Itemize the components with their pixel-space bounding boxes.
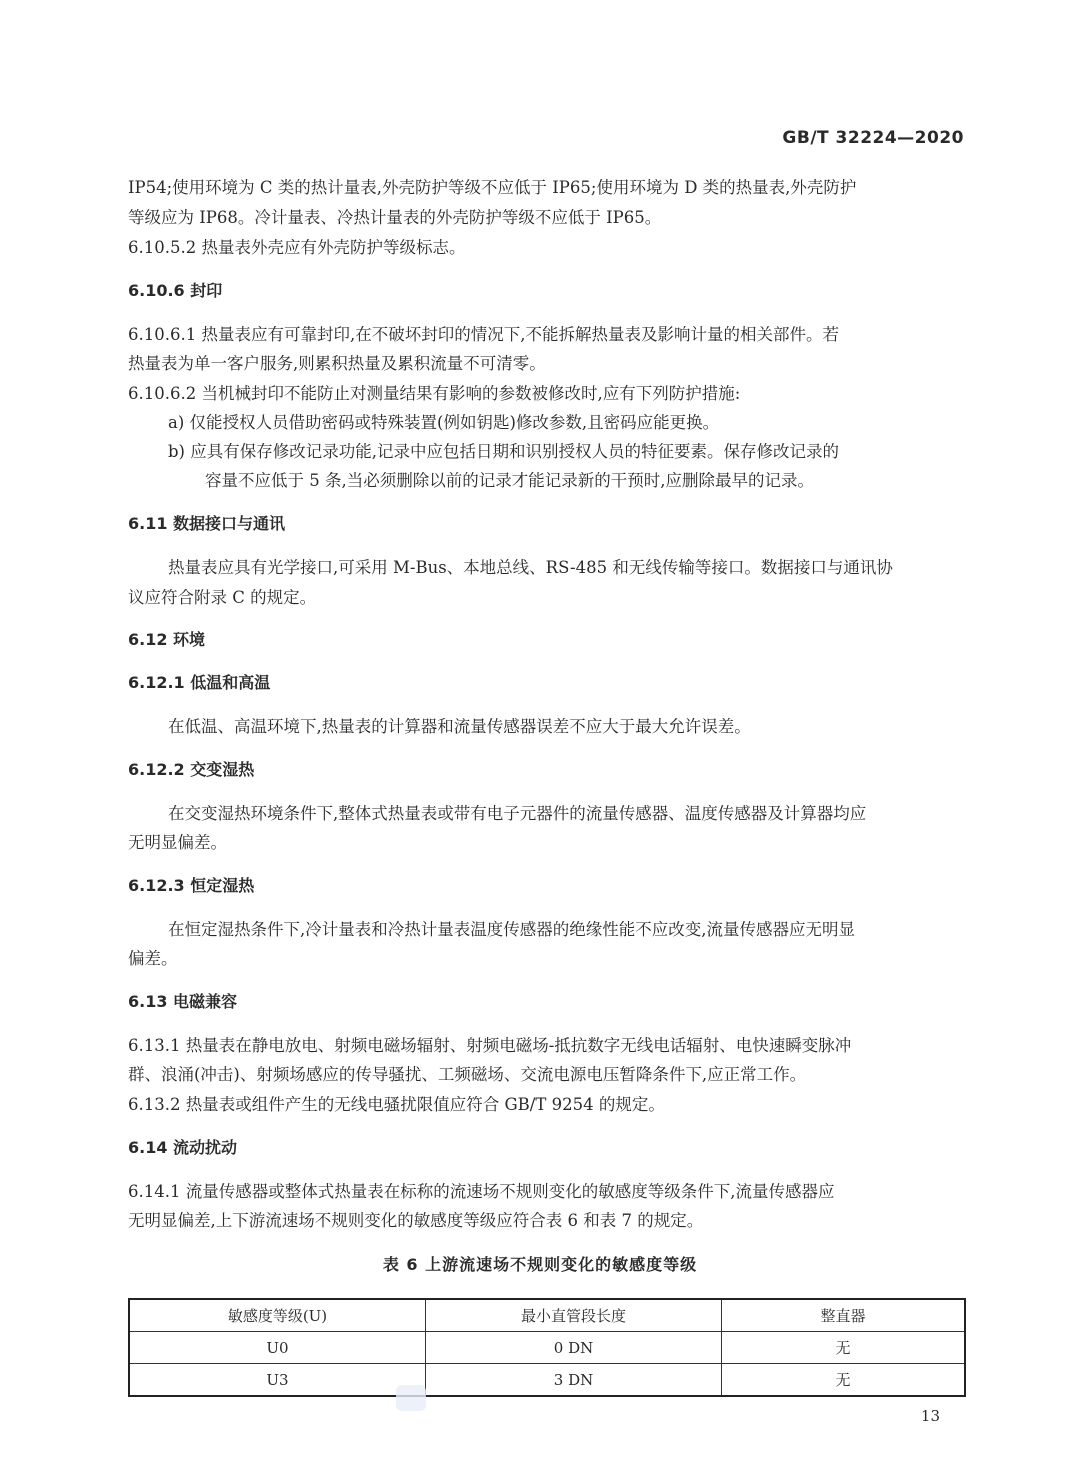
clause-6-10-5-2: 6.10.5.2 热量表外壳应有外壳防护等级标志。 [128, 238, 466, 257]
section-heading-6-14: 6.14 流动扰动 [128, 1138, 238, 1157]
paragraph-line: 在交变湿热环境条件下,整体式热量表或带有电子元器件的流量传感器、温度传感器及计算器均应 [168, 804, 867, 823]
list-item-b: b) 应具有保存修改记录功能,记录中应包括日期和识别授权人员的特征要素。保存修改记录的 [168, 442, 839, 461]
section-heading-6-12: 6.12 环境 [128, 630, 206, 649]
sensitivity-table [128, 1298, 966, 1397]
table-cell: 3 DN [426, 1364, 722, 1397]
table-cell: 0 DN [426, 1332, 722, 1364]
table-title: 表 6 上游流速场不规则变化的敏感度等级 [382, 1255, 698, 1274]
paragraph-line: 等级应为 IP68。冷计量表、冷热计量表的外壳防护等级不应低于 IP65。 [128, 208, 662, 227]
paragraph-line: 热量表应具有光学接口,可采用 M-Bus、本地总线、RS-485 和无线传输等接口。数据接口与通讯协 [168, 558, 893, 577]
list-item-a: a) 仅能授权人员借助密码或特殊装置(例如钥匙)修改参数,且密码应能更换。 [168, 413, 720, 432]
paragraph-line: 议应符合附录 C 的规定。 [128, 588, 317, 607]
clause-6-10-6-1: 6.10.6.1 热量表应有可靠封印,在不破坏封印的情况下,不能拆解热量表及影响计量的相关部件。若 [128, 325, 839, 344]
table-header-cell: 整直器 [722, 1299, 966, 1332]
table-row [129, 1332, 965, 1364]
clause-6-10-6-2: 6.10.6.2 当机械封印不能防止对测量结果有影响的参数被修改时,应有下列防护措施: [128, 384, 741, 403]
table-cell: U3 [129, 1364, 426, 1397]
table-cell: 无 [722, 1332, 966, 1364]
clause-6-14-1: 6.14.1 流量传感器或整体式热量表在标称的流速场不规则变化的敏感度等级条件下,流量传感器应 [128, 1182, 835, 1201]
watermark-icon [396, 1385, 426, 1411]
table-header-cell: 最小直管段长度 [426, 1299, 722, 1332]
table-header-cell: 敏感度等级(U) [129, 1299, 426, 1332]
section-heading-6-11: 6.11 数据接口与通讯 [128, 514, 286, 533]
page-number: 13 [920, 1407, 940, 1425]
paragraph-line: IP54;使用环境为 C 类的热计量表,外壳防护等级不应低于 IP65;使用环境为 D 类的热量表,外壳防护 [128, 178, 857, 197]
paragraph-line: 在恒定湿热条件下,冷计量表和冷热计量表温度传感器的绝缘性能不应改变,流量传感器应无明显 [168, 920, 855, 939]
standard-code: GB/T 32224—2020 [782, 128, 964, 148]
section-heading-6-12-1: 6.12.1 低温和高温 [128, 673, 271, 692]
table-header-row [129, 1299, 965, 1332]
section-heading-6-13: 6.13 电磁兼容 [128, 992, 238, 1011]
paragraph-line: 无明显偏差。 [128, 833, 227, 852]
paragraph-line: 容量不应低于 5 条,当必须删除以前的记录才能记录新的干预时,应删除最早的记录。 [205, 471, 814, 490]
table-cell: 无 [722, 1364, 966, 1397]
paragraph-line: 偏差。 [128, 949, 178, 968]
paragraph-line: 在低温、高温环境下,热量表的计算器和流量传感器误差不应大于最大允许误差。 [168, 717, 751, 736]
section-heading-6-10-6: 6.10.6 封印 [128, 281, 223, 300]
paragraph-line: 无明显偏差,上下游流速场不规则变化的敏感度等级应符合表 6 和表 7 的规定。 [128, 1211, 704, 1230]
paragraph-line: 热量表为单一客户服务,则累积热量及累积流量不可清零。 [128, 354, 546, 373]
clause-6-13-1: 6.13.1 热量表在静电放电、射频电磁场辐射、射频电磁场-抵抗数字无线电话辐射、电快速瞬变脉冲 [128, 1036, 852, 1055]
clause-6-13-2: 6.13.2 热量表或组件产生的无线电骚扰限值应符合 GB/T 9254 的规定。 [128, 1095, 665, 1114]
section-heading-6-12-2: 6.12.2 交变湿热 [128, 760, 255, 779]
section-heading-6-12-3: 6.12.3 恒定湿热 [128, 876, 255, 895]
paragraph-line: 群、浪涌(冲击)、射频场感应的传导骚扰、工频磁场、交流电源电压暂降条件下,应正常工作。 [128, 1065, 807, 1084]
table-cell: U0 [129, 1332, 426, 1364]
table-row [129, 1364, 965, 1397]
